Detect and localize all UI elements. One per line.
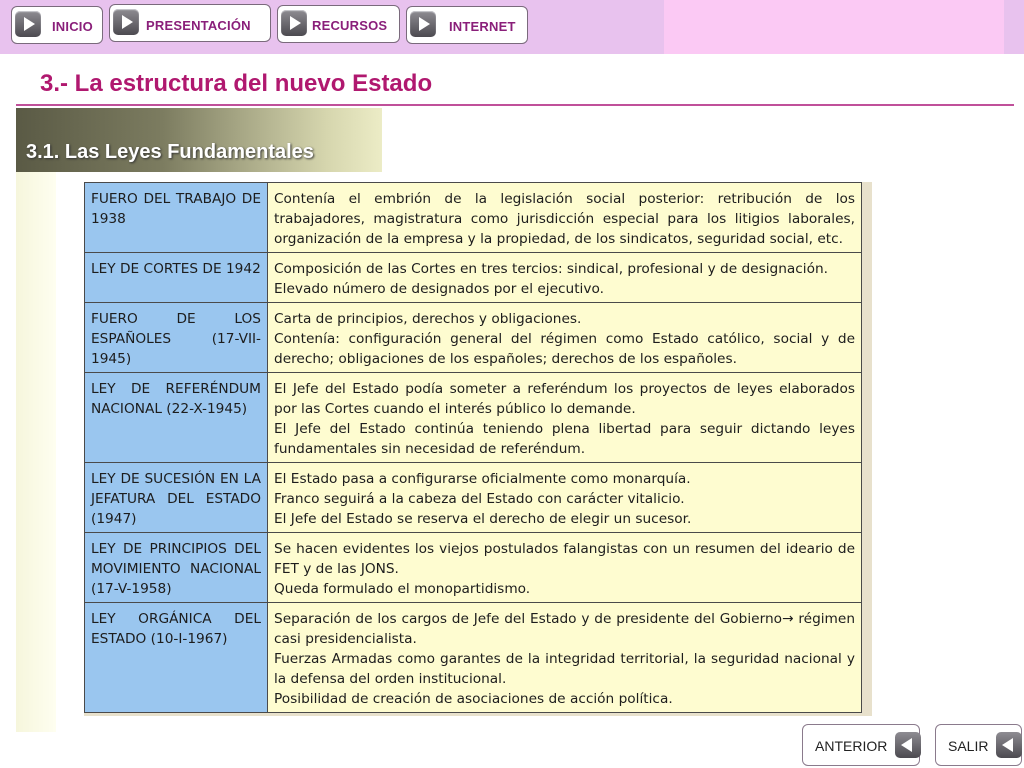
page-title: 3.- La estructura del nuevo Estado xyxy=(40,70,433,97)
laws-table-frame xyxy=(84,182,872,716)
law-name-cell: LEY DE SUCESIÓN EN LA JEFATURA DEL ESTADO (1947) xyxy=(85,463,268,533)
nav-button-internet[interactable] xyxy=(406,6,528,44)
content-line: Posibilidad de creación de asociaciones de acción política. xyxy=(274,691,673,707)
play-icon xyxy=(113,9,139,35)
law-name-cell: FUERO DEL TRABAJO DE 1938 xyxy=(85,183,268,253)
header-panel xyxy=(664,0,1004,54)
play-icon xyxy=(410,11,436,37)
table-row xyxy=(85,373,862,463)
law-content-cell xyxy=(268,373,862,463)
exit-label: SALIR xyxy=(948,738,989,754)
laws-table-body xyxy=(85,183,862,713)
nav-label: INTERNET xyxy=(449,19,516,34)
content-line: Franco seguirá a la cabeza del Estado con carácter vitalicio. xyxy=(274,491,685,507)
nav-label: INICIO xyxy=(52,19,93,34)
content-line: Contenía: configuración general del régimen como Estado católico, social y de derecho; obligaciones de los españoles; derechos de los españoles. xyxy=(274,331,855,367)
content-line: El Estado pasa a configurarse oficialmente como monarquía. xyxy=(274,471,691,487)
content-line: Composición de las Cortes en tres tercios: sindical, profesional y de designación. xyxy=(274,261,829,277)
section-header xyxy=(16,108,382,172)
law-name-cell: LEY DE CORTES DE 1942 xyxy=(85,253,268,303)
table-row xyxy=(85,533,862,603)
law-name-cell: LEY DE PRINCIPIOS DEL MOVIMIENTO NACIONAL (17-V-1958) xyxy=(85,533,268,603)
back-arrow-icon xyxy=(996,732,1022,758)
left-decorative-band xyxy=(16,172,56,732)
content-line: Separación de los cargos de Jefe del Estado y de presidente del Gobierno→ régimen casi presidencialista. xyxy=(274,611,855,647)
table-row xyxy=(85,183,862,253)
previous-label: ANTERIOR xyxy=(815,738,888,754)
law-content-cell xyxy=(268,303,862,373)
table-row xyxy=(85,463,862,533)
law-content-cell xyxy=(268,463,862,533)
table-row xyxy=(85,303,862,373)
nav-button-recursos[interactable] xyxy=(277,5,400,43)
content-line: Fuerzas Armadas como garantes de la integridad territorial, la seguridad nacional y la defensa del orden institucional. xyxy=(274,651,855,687)
content-line: Elevado número de designados por el ejecutivo. xyxy=(274,281,604,297)
law-content-cell xyxy=(268,533,862,603)
law-name-cell: LEY DE REFERÉNDUM NACIONAL (22-X-1945) xyxy=(85,373,268,463)
content-line: Carta de principios, derechos y obligaciones. xyxy=(274,311,582,327)
content-line: Queda formulado el monopartidismo. xyxy=(274,581,531,597)
law-content-cell xyxy=(268,603,862,713)
top-navigation-bar xyxy=(0,0,1024,54)
content-line: Contenía el embrión de la legislación social posterior: retribución de los trabajadores, magistratura como jurisdicción especial para los litigios laborales, organización de la empresa y la propiedad, de los sindicatos, seguridad social, etc. xyxy=(274,191,855,247)
play-icon xyxy=(281,10,307,36)
table-row xyxy=(85,603,862,713)
previous-button[interactable] xyxy=(802,724,920,766)
nav-button-presentacion[interactable] xyxy=(109,4,271,42)
content-line: El Jefe del Estado continúa teniendo plena libertad para seguir dictando leyes fundamentales sin necesidad de referéndum. xyxy=(274,421,855,457)
section-title: 3.1. Las Leyes Fundamentales xyxy=(26,141,314,163)
title-divider xyxy=(16,104,1014,106)
content-line: El Jefe del Estado podía someter a referéndum los proyectos de leyes elaborados por las Cortes cuando el interés público lo demande. xyxy=(274,381,855,417)
law-content-cell xyxy=(268,183,862,253)
law-content-cell xyxy=(268,253,862,303)
exit-button[interactable] xyxy=(935,724,1022,766)
content-line: El Jefe del Estado se reserva el derecho de elegir un sucesor. xyxy=(274,511,692,527)
nav-label: RECURSOS xyxy=(312,18,388,33)
back-arrow-icon xyxy=(895,732,921,758)
content-line: Se hacen evidentes los viejos postulados falangistas con un resumen del ideario de FET y de las JONS. xyxy=(274,541,855,577)
nav-label: PRESENTACIÓN xyxy=(146,18,251,33)
table-row xyxy=(85,253,862,303)
law-name-cell: LEY ORGÁNICA DEL ESTADO (10-I-1967) xyxy=(85,603,268,713)
play-icon xyxy=(15,11,41,37)
law-name-cell: FUERO DE LOS ESPAÑOLES (17-VII-1945) xyxy=(85,303,268,373)
laws-table xyxy=(84,182,862,713)
nav-button-inicio[interactable] xyxy=(11,6,103,44)
